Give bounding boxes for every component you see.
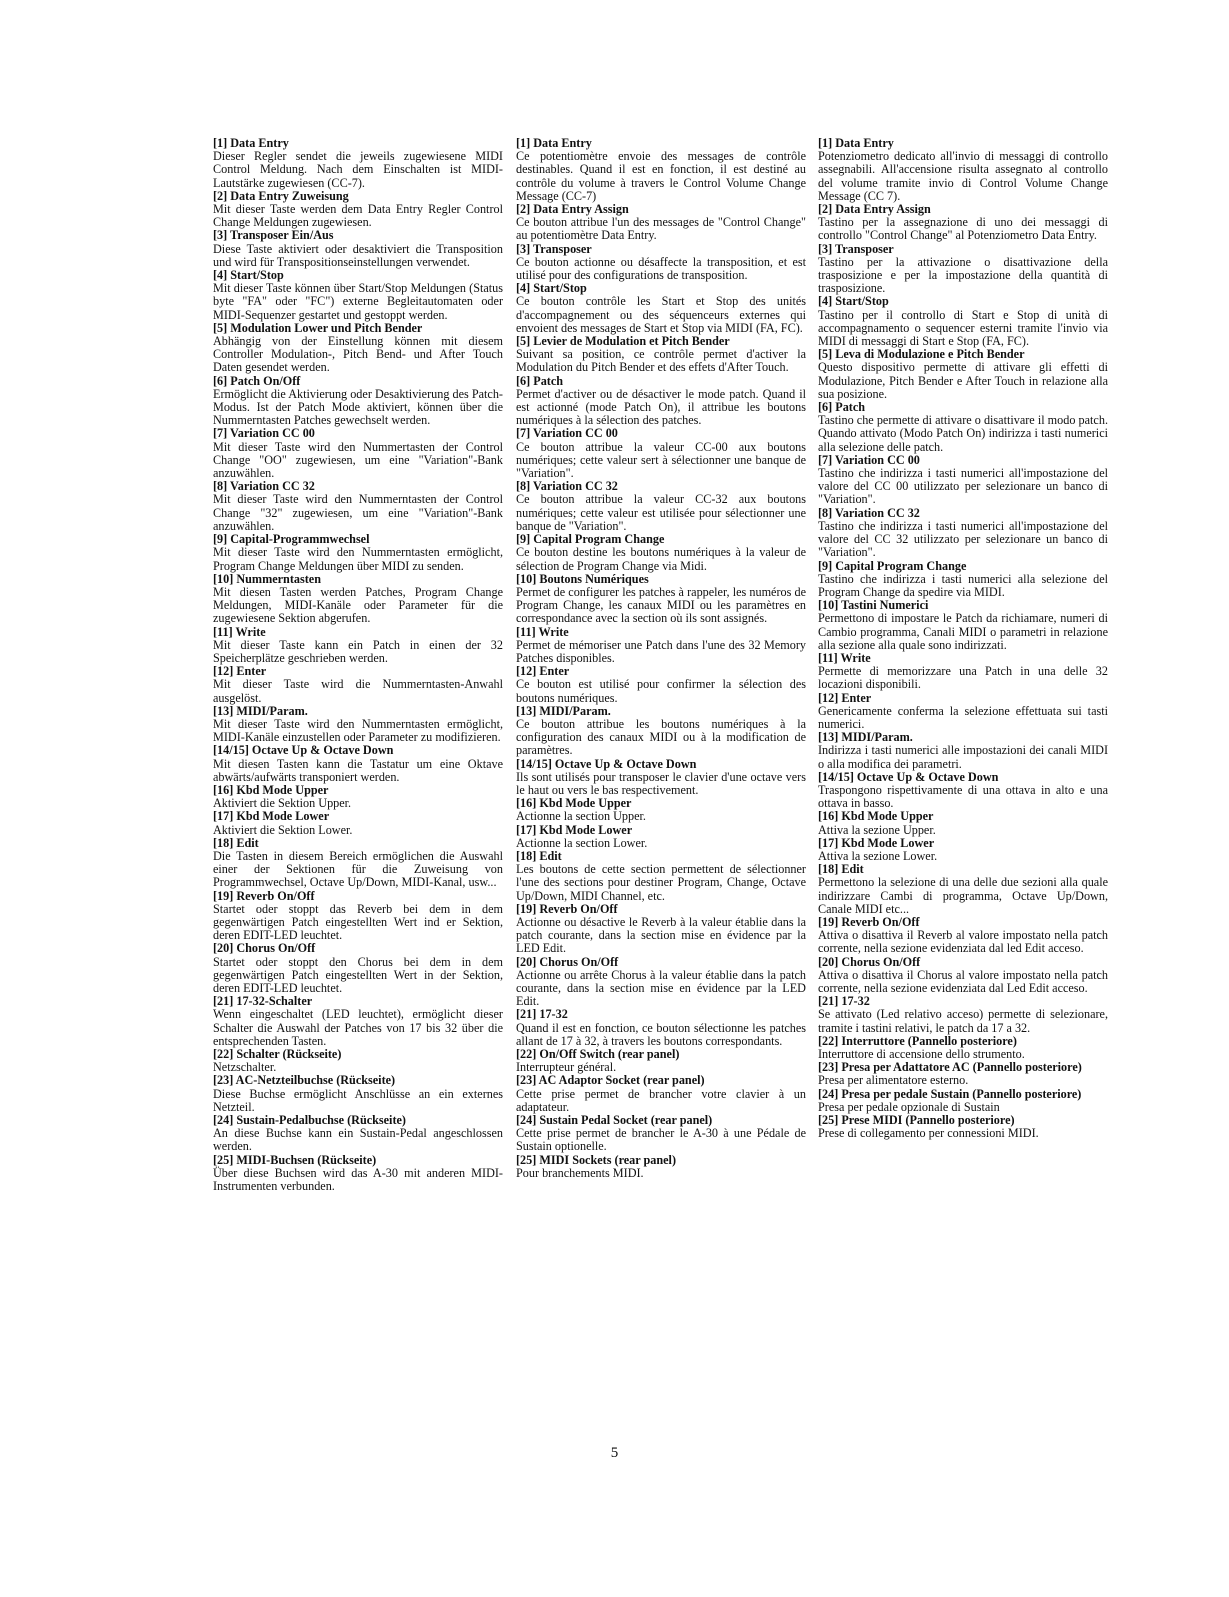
entry-heading: [13] MIDI/Param.	[516, 703, 611, 718]
entry-heading: [14/15] Octave Up & Octave Down	[213, 743, 394, 758]
entry-heading: [8] Variation CC 32	[818, 505, 920, 520]
entry-text: Permettono di impostare le Patch da richiamare, numeri di Cambio programma, Canali MIDI o parametri in relazione alla sezione alla quale sono indirizzati.	[818, 611, 1108, 652]
entry-text: Netzschalter.	[213, 1060, 277, 1075]
entry-de-13	[213, 705, 503, 745]
entry-text: Permette di memorizzare una Patch in una delle 32 locazioni disponibili.	[818, 664, 1108, 692]
entry-text: Presa per pedale opzionale di Sustain	[818, 1099, 1000, 1114]
entry-text: Tastino per la attivazione o disattivazione della trasposizione e per la impostazione della quantità di trasposizione.	[818, 254, 1108, 296]
entry-text: Die Tasten in diesem Bereich ermöglichen die Auswahl einer der Sektionen für die Zuweisung von Programmwechsel, Octave Up/Down, MIDI-Kanal, usw...	[213, 848, 503, 890]
entry-heading: [6] Patch	[818, 400, 866, 415]
entry-heading: [16] Kbd Mode Upper	[516, 796, 632, 811]
entry-fr-15	[516, 797, 806, 823]
entry-heading: [6] Patch On/Off	[213, 373, 301, 388]
entry-fr-18	[516, 903, 806, 956]
entry-heading: [23] AC-Netzteilbuchse (Rückseite)	[213, 1073, 396, 1088]
entry-it-22	[818, 1061, 1108, 1087]
entry-text: Traspongono rispettivamente di una ottava in alto e una ottava in basso.	[818, 782, 1108, 811]
entry-text: Permettono la selezione di una delle due sezioni alla quale indirizzare Cambi di programma, Octave Up/Down, Canale MIDI etc...	[818, 875, 1108, 916]
entry-text: Actionne ou arrête Chorus à la valeur établie dans la patch courante, dans la section mise en évidence par la LED Edit.	[516, 967, 806, 1009]
entry-heading: [8] Variation CC 32	[516, 479, 618, 494]
entry-heading: [21] 17-32	[516, 1007, 568, 1022]
entry-heading: [21] 17-32-Schalter	[213, 994, 313, 1009]
entry-heading: [17] Kbd Mode Lower	[818, 835, 935, 850]
entry-de-10	[213, 573, 503, 626]
entry-heading: [24] Presa per pedale Sustain (Pannello posteriore)	[818, 1086, 1082, 1101]
entry-de-2	[213, 190, 503, 230]
entry-heading: [24] Sustain-Pedalbuchse (Rückseite)	[213, 1113, 406, 1128]
entry-text: Actionne la section Lower.	[516, 835, 648, 850]
entry-text: Cette prise permet de brancher votre clavier à un adaptateur.	[516, 1086, 806, 1114]
entry-de-3	[213, 229, 503, 269]
entry-text: Attiva o disattiva il Chorus al valore impostato nella patch corrente, nella sezione evidenziata dal Led Edit acceso.	[818, 967, 1108, 995]
entry-heading: [13] MIDI/Param.	[213, 703, 308, 718]
entry-heading: [1] Data Entry	[213, 136, 289, 150]
entry-text: Mit dieser Taste wird den Nummertasten der Control Change "OO" zugewiesen, um eine "Variation"-Bank anzuwählen.	[213, 439, 503, 481]
entry-fr-7	[516, 427, 806, 480]
entry-text: Ce bouton contrôle les Start et Stop des unités d'accompagnement ou des séquenceurs externes qui envoient des messages de Start et Stop via MIDI (FA, FC).	[516, 294, 806, 335]
entry-heading: [25] MIDI-Buchsen (Rückseite)	[213, 1152, 377, 1167]
entry-heading: [1] Data Entry	[516, 136, 592, 150]
entry-text: Mit dieser Taste wird den Nummerntasten ermöglicht, MIDI-Kanäle einzustellen oder Parameter zu modifizieren.	[213, 716, 503, 745]
entry-heading: [11] Write	[516, 624, 569, 639]
entry-heading: [7] Variation CC 00	[818, 452, 920, 467]
entry-text: Ce potentiomètre envoie des messages de contrôle destinables. Quand il est en fonction, il est destiné au contrôle du volume à travers le Control Volume Change Message (CC-7)	[516, 149, 806, 203]
entry-heading: [5] Modulation Lower und Pitch Bender	[213, 320, 423, 335]
entry-text: Mit dieser Taste wird den Nummerntasten der Control Change "32" zugewiesen, um eine "Variation"-Bank anzuwählen.	[213, 492, 503, 533]
entry-it-12	[818, 692, 1108, 732]
entry-heading: [19] Reverb On/Off	[818, 914, 920, 929]
entry-heading: [12] Enter	[818, 690, 872, 705]
entry-fr-19	[516, 956, 806, 1009]
entry-text: Tastino che indirizza i tasti numerici alla selezione del Program Change da spedire via MIDI.	[818, 571, 1108, 599]
entry-de-6	[213, 375, 503, 428]
entry-it-19	[818, 956, 1108, 996]
entry-heading: [16] Kbd Mode Upper	[818, 809, 934, 824]
entry-text: Mit dieser Taste können über Start/Stop Meldungen (Status byte "FA" oder "FC") externe Begleitautomaten oder MIDI-Sequenzer gestartet und gestoppt werden.	[213, 281, 503, 322]
entry-fr-9	[516, 533, 806, 573]
french-column	[516, 137, 806, 1180]
entry-heading: [4] Start/Stop	[516, 281, 587, 296]
entry-heading: [18] Edit	[213, 835, 259, 850]
entry-fr-14	[516, 758, 806, 798]
entry-text: Attiva o disattiva il Reverb al valore impostato nella patch corrente, nella sezione evidenziata dal led Edit acceso.	[818, 928, 1108, 956]
entry-text: Permet de configurer les patches à rappeler, les numéros de Program Change, les canaux MIDI ou les paramètres en correspondance avec la section où ils sont assignés.	[516, 584, 806, 626]
entry-heading: [22] Interruttore (Pannello posteriore)	[818, 1033, 1017, 1048]
entry-fr-1	[516, 137, 806, 203]
entry-de-15	[213, 784, 503, 810]
italian-column	[818, 137, 1108, 1140]
entry-heading: [12] Enter	[213, 664, 267, 679]
entry-heading: [7] Variation CC 00	[213, 426, 315, 441]
entry-fr-16	[516, 824, 806, 850]
entry-heading: [5] Levier de Modulation et Pitch Bender	[516, 334, 730, 349]
entry-fr-13	[516, 705, 806, 758]
entry-heading: [5] Leva di Modulazione e Pitch Bender	[818, 347, 1025, 362]
entry-it-8	[818, 507, 1108, 560]
entry-text: Über diese Buchsen wird das A-30 mit anderen MIDI-Instrumenten verbunden.	[213, 1165, 503, 1194]
entry-heading: [22] On/Off Switch (rear panel)	[516, 1047, 680, 1062]
entry-heading: [14/15] Octave Up & Octave Down	[818, 769, 999, 784]
entry-fr-21	[516, 1048, 806, 1074]
entry-heading: [18] Edit	[818, 862, 864, 877]
entry-text: Cette prise permet de brancher le A-30 à une Pédale de Sustain optionelle.	[516, 1126, 806, 1154]
entry-heading: [9] Capital Program Change	[516, 532, 665, 547]
entry-text: Diese Taste aktiviert oder desaktiviert die Transposition und wird für Transpositionseinstellungen verwendet.	[213, 241, 503, 269]
entry-text: Ce bouton est utilisé pour confirmer la sélection des boutons numériques.	[516, 677, 806, 705]
entry-text: Mit dieser Taste wird den Nummerntasten ermöglicht, Program Change Meldungen über MIDI zu senden.	[213, 545, 503, 573]
entry-it-5	[818, 348, 1108, 401]
entry-heading: [25] MIDI Sockets (rear panel)	[516, 1152, 676, 1167]
german-column	[213, 137, 503, 1193]
entry-text: Attiva la sezione Upper.	[818, 822, 936, 837]
entry-heading: [20] Chorus On/Off	[213, 941, 316, 956]
entry-it-24	[818, 1114, 1108, 1140]
entry-text: Ce bouton attribue les boutons numériques à la configuration des canaux MIDI ou à la modification de paramètres.	[516, 716, 806, 758]
entry-text: Actionne ou désactive le Reverb à la valeur établie dans la patch courante, dans la section mise en évidence par la LED Edit.	[516, 914, 806, 956]
entry-text: Mit dieser Taste kann ein Patch in einen der 32 Speicherplätze geschrieben werden.	[213, 637, 503, 665]
entry-text: Startet oder stoppt das Reverb bei dem in dem gegenwärtigen Patch eingestellten Wert ind er Sektion, deren EDIT-LED leuchtet.	[213, 901, 503, 943]
entry-text: Interrupteur général.	[516, 1060, 617, 1075]
entry-text: Prese di collegamento per connessioni MIDI.	[818, 1126, 1039, 1141]
entry-text: Presa per alimentatore esterno.	[818, 1073, 969, 1088]
entry-heading: [14/15] Octave Up & Octave Down	[516, 756, 697, 771]
entry-it-20	[818, 995, 1108, 1035]
entry-it-18	[818, 916, 1108, 956]
entry-heading: [3] Transposer Ein/Aus	[213, 228, 334, 243]
entry-de-1	[213, 137, 503, 190]
entry-heading: [3] Transposer	[516, 241, 592, 256]
entry-text: Genericamente conferma la selezione effettuata sui tasti numerici.	[818, 703, 1108, 731]
entry-it-1	[818, 137, 1108, 203]
entry-text: Ce bouton destine les boutons numériques à la valeur de sélection de Program Change via Midi.	[516, 545, 806, 573]
entry-de-12	[213, 665, 503, 705]
entry-de-7	[213, 427, 503, 480]
entry-it-6	[818, 401, 1108, 454]
entry-heading: [16] Kbd Mode Upper	[213, 782, 329, 797]
entry-fr-24	[516, 1154, 806, 1180]
entry-text: Les boutons de cette section permettent de sélectionner l'une des sections pour destiner Program, Change, Octave Up/Down, MIDI Channel, etc.	[516, 862, 806, 903]
entry-text: Permet d'activer ou de désactiver le mode patch. Quand il est actionné (mode Patch On), il attribue les boutons numériques à la sélection des patches.	[516, 386, 806, 428]
entry-heading: [24] Sustain Pedal Socket (rear panel)	[516, 1113, 713, 1128]
entry-fr-6	[516, 375, 806, 428]
entry-heading: [10] Nummerntasten	[213, 571, 321, 586]
entry-text: Mit diesen Tasten werden Patches, Program Change Meldungen, MIDI-Kanäle oder Parameter für die zugewiesene Sektion abgerufen.	[213, 584, 503, 626]
entry-text: Potenziometro dedicato all'invio di messaggi di controllo assegnabili. All'accensione risulta assegnato al controllo del volume tramite invio di Control Volume Change Message (CC 7).	[818, 149, 1108, 203]
entry-text: Diese Buchse ermöglicht Anschlüsse an ein externes Netzteil.	[213, 1086, 503, 1114]
entry-heading: [18] Edit	[516, 848, 562, 863]
entry-heading: [23] Presa per Adattatore AC (Pannello posteriore)	[818, 1060, 1082, 1075]
entry-heading: [4] Start/Stop	[213, 268, 284, 283]
entry-it-14	[818, 771, 1108, 811]
entry-heading: [9] Capital-Programmwechsel	[213, 532, 370, 547]
entry-fr-17	[516, 850, 806, 903]
entry-text: Quand il est en fonction, ce bouton sélectionne les patches allant de 17 à 32, à travers les boutons correspondants.	[516, 1020, 806, 1048]
entry-heading: [9] Capital Program Change	[818, 558, 967, 573]
entry-de-22	[213, 1074, 503, 1114]
entry-text: Interruttore di accensione dello strumento.	[818, 1047, 1025, 1062]
entry-heading: [19] Reverb On/Off	[213, 888, 315, 903]
entry-text: Tastino che indirizza i tasti numerici all'impostazione del valore del CC 32 utilizzato per selezionare un banco di "Variation".	[818, 518, 1108, 560]
entry-heading: [19] Reverb On/Off	[516, 901, 618, 916]
entry-fr-20	[516, 1008, 806, 1048]
entry-text: Tastino per la assegnazione di uno dei messaggi di controllo "Control Change" al Potenziometro Data Entry.	[818, 215, 1108, 243]
entry-heading: [17] Kbd Mode Lower	[516, 822, 633, 837]
entry-fr-10	[516, 573, 806, 626]
entry-text: Mit dieser Taste werden dem Data Entry Regler Control Change Meldungen zugewiesen.	[213, 202, 503, 230]
entry-heading: [21] 17-32	[818, 994, 870, 1009]
entry-heading: [13] MIDI/Param.	[818, 730, 913, 745]
entry-text: Pour branchements MIDI.	[516, 1165, 644, 1180]
entry-fr-3	[516, 243, 806, 283]
entry-text: Tastino che permette di attivare o disattivare il modo patch. Quando attivato (Modo Patch On) indirizza i tasti numerici alla selezione delle patch.	[818, 413, 1108, 454]
entry-it-16	[818, 837, 1108, 863]
entry-fr-22	[516, 1074, 806, 1114]
entry-heading: [6] Patch	[516, 373, 564, 388]
entry-heading: [3] Transposer	[818, 241, 894, 256]
entry-text: Aktiviert die Sektion Upper.	[213, 796, 352, 811]
entry-text: Dieser Regler sendet die jeweils zugewiesene MIDI Control Meldung. Nach dem Einschalten ist MIDI-Lautstärke zugewiesen (CC-7).	[213, 149, 503, 190]
entry-de-17	[213, 837, 503, 890]
entry-it-23	[818, 1088, 1108, 1114]
entry-text: Ce bouton actionne ou désaffecte la transposition, et est utilisé pour des configurations de transposition.	[516, 254, 806, 283]
entry-it-4	[818, 295, 1108, 348]
entry-text: Tastino per il controllo di Start e Stop di unità di accompagnamento o sequencer esterni tramite l'invio via MIDI di messaggi di Start e Stop (FA, FC).	[818, 307, 1108, 349]
entry-text: Actionne la section Upper.	[516, 809, 646, 824]
entry-de-24	[213, 1154, 503, 1194]
entry-fr-5	[516, 335, 806, 375]
entry-fr-8	[516, 480, 806, 533]
entry-heading: [23] AC Adaptor Socket (rear panel)	[516, 1073, 705, 1088]
entry-text: Abhängig von der Einstellung können mit diesem Controller Modulation-, Pitch Bend- und After Touch Daten gesendet werden.	[213, 334, 503, 375]
entry-de-16	[213, 810, 503, 836]
entry-it-9	[818, 560, 1108, 600]
entry-de-9	[213, 533, 503, 573]
entry-heading: [22] Schalter (Rückseite)	[213, 1047, 342, 1062]
entry-fr-11	[516, 626, 806, 666]
entry-heading: [20] Chorus On/Off	[818, 954, 921, 969]
entry-de-23	[213, 1114, 503, 1154]
entry-text: Tastino che indirizza i tasti numerici all'impostazione del valore del CC 00 utilizzato per selezionare un banco di "Variation".	[818, 466, 1108, 507]
entry-it-10	[818, 599, 1108, 652]
entry-it-17	[818, 863, 1108, 916]
entry-it-7	[818, 454, 1108, 507]
entry-text: Ermöglicht die Aktivierung oder Desaktivierung des Patch-Modus. Ist der Patch Mode aktiviert, können über die Nummerntasten Patches gewechselt werden.	[213, 386, 503, 428]
entry-text: Suivant sa position, ce contrôle permet d'activer la Modulation du Pitch Bender et des effets d'After Touch.	[516, 347, 806, 375]
entry-text: Permet de mémoriser une Patch dans l'une des 32 Memory Patches disponibles.	[516, 637, 806, 665]
entry-de-18	[213, 890, 503, 943]
entry-heading: [1] Data Entry	[818, 136, 894, 150]
entry-heading: [2] Data Entry Zuweisung	[213, 188, 349, 203]
entry-text: Attiva la sezione Lower.	[818, 848, 938, 863]
entry-fr-4	[516, 282, 806, 335]
entry-de-11	[213, 626, 503, 666]
entry-text: Indirizza i tasti numerici alle impostazioni dei canali MIDI o alla modifica dei parametri.	[818, 743, 1108, 771]
entry-heading: [2] Data Entry Assign	[516, 202, 629, 217]
entry-it-21	[818, 1035, 1108, 1061]
entry-heading: [12] Enter	[516, 664, 570, 679]
entry-text: Startet oder stoppt den Chorus bei dem in dem gegenwärtigen Patch eingestellten Wert in der Sektion, deren EDIT-LED leuchtet.	[213, 954, 503, 995]
entry-text: Ce bouton attribue l'un des messages de "Control Change" au potentiomètre Data Entry.	[516, 215, 806, 243]
entry-heading: [11] Write	[213, 624, 266, 639]
entry-heading: [2] Data Entry Assign	[818, 202, 931, 217]
entry-fr-2	[516, 203, 806, 243]
entry-de-8	[213, 480, 503, 533]
entry-heading: [25] Prese MIDI (Pannello posteriore)	[818, 1113, 1015, 1128]
entry-fr-23	[516, 1114, 806, 1154]
entry-it-15	[818, 810, 1108, 836]
entry-heading: [20] Chorus On/Off	[516, 954, 619, 969]
entry-heading: [8] Variation CC 32	[213, 479, 315, 494]
entry-de-19	[213, 942, 503, 995]
entry-it-13	[818, 731, 1108, 771]
entry-text: Questo dispositivo permette di attivare gli effetti di Modulazione, Pitch Bender e After Touch in relazione alla sua posizione.	[818, 360, 1108, 401]
entry-de-14	[213, 744, 503, 784]
entry-it-11	[818, 652, 1108, 692]
entry-text: Mit dieser Taste wird die Nummerntasten-Anwahl ausgelöst.	[213, 677, 503, 705]
entry-text: Mit diesen Tasten kann die Tastatur um eine Oktave abwärts/aufwärts transponiert werden.	[213, 756, 503, 784]
entry-de-21	[213, 1048, 503, 1074]
entry-de-4	[213, 269, 503, 322]
entry-text: Se attivato (Led relativo acceso) permette di selezionare, tramite i tastini relativi, le patch da 17 a 32.	[818, 1007, 1108, 1035]
entry-heading: [11] Write	[818, 650, 871, 665]
entry-de-5	[213, 322, 503, 375]
entry-text: Ce bouton attribue la valeur CC-00 aux boutons numériques; cette valeur sert à sélectionner une banque de "Variation".	[516, 439, 806, 481]
entry-heading: [7] Variation CC 00	[516, 426, 618, 441]
entry-text: Aktiviert die Sektion Lower.	[213, 822, 353, 837]
entry-fr-12	[516, 665, 806, 705]
entry-heading: [10] Tastini Numerici	[818, 598, 929, 613]
entry-text: An diese Buchse kann ein Sustain-Pedal angeschlossen werden.	[213, 1126, 503, 1154]
entry-it-2	[818, 203, 1108, 243]
entry-heading: [10] Boutons Numériques	[516, 571, 649, 586]
entry-de-20	[213, 995, 503, 1048]
entry-heading: [4] Start/Stop	[818, 294, 889, 309]
entry-it-3	[818, 243, 1108, 296]
entry-text: Ce bouton attribue la valeur CC-32 aux boutons numériques; cette valeur est utilisée pour sélectionner une banque de "Variation".	[516, 492, 806, 533]
entry-text: Wenn eingeschaltet (LED leuchtet), ermöglicht dieser Schalter die Auswahl der Patches von 17 bis 32 über die entsprechenden Tasten.	[213, 1007, 503, 1048]
entry-text: Ils sont utilisés pour transposer le clavier d'une octave vers le haut ou vers le bas respectivement.	[516, 769, 806, 797]
page-number: 5	[610, 1445, 619, 1461]
entry-heading: [17] Kbd Mode Lower	[213, 809, 330, 824]
